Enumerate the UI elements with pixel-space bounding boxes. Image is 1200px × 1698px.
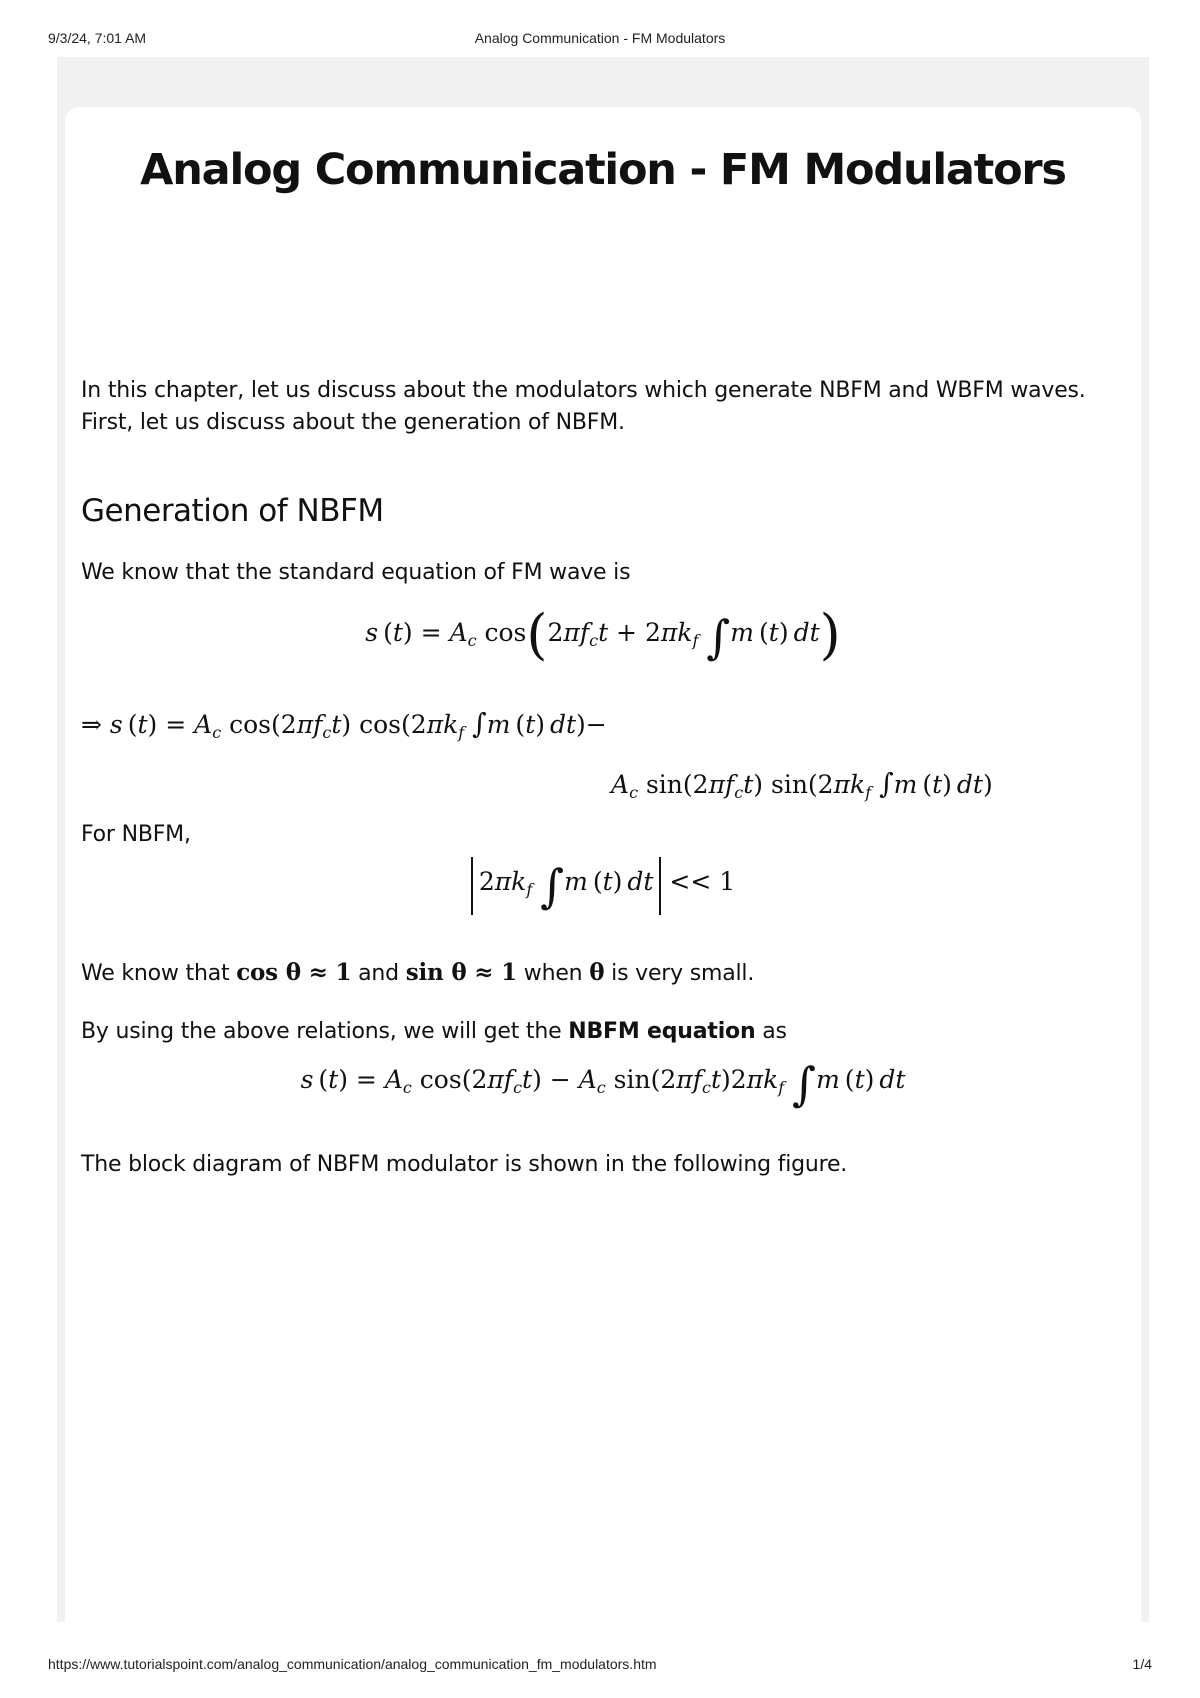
equation-expanded-line2: $A_c$ $\sin(2\pi f_ct)$ $\sin(2\pi k_f$ ∫m (t) dt) [611, 767, 993, 802]
theta-math: θ [589, 959, 605, 986]
relations-paragraph [81, 1016, 1125, 1048]
print-page-number: 1/4 [1132, 1656, 1152, 1672]
print-doc-title: Analog Communication - FM Modulators [474, 30, 726, 46]
for-nbfm-paragraph: For NBFM, [81, 822, 191, 847]
intro-paragraph: In this chapter, let us discuss about the modulators which generate NBFM and WBFM waves. First, let us discuss about the generation of NBFM. [81, 378, 1086, 435]
standard-equation-paragraph: We know that the standard equation of FM wave is [81, 560, 631, 585]
cos-approx-math: cos θ ≈ 1 [236, 959, 352, 986]
approx-text-2: is very small. [611, 961, 755, 986]
print-url: https://www.tutorialspoint.com/analog_communication/analog_communication_fm_modulators.htm [48, 1656, 657, 1672]
relations-text-2: as [762, 1019, 787, 1044]
approx-text-1: We know that [81, 961, 230, 986]
block-diagram-paragraph: The block diagram of NBFM modulator is shown in the following figure. [81, 1152, 848, 1177]
equation-expanded-line1: ⇒ s $(t) = A_c$ $\cos(2\pi f_ct)$ $\cos(2\pi k_f$ ∫m (t) dt)− [81, 707, 607, 742]
approximation-paragraph [81, 957, 1125, 990]
print-header [48, 30, 1152, 50]
article-card [65, 107, 1141, 1622]
relations-text-1: By using the above relations, we will get the [81, 1019, 562, 1044]
equation-nbfm-condition: $2\pi k_f$ ∫m (t) dt << 1 [81, 857, 1125, 915]
section-heading: Generation of NBFM [81, 493, 384, 529]
nbfm-equation-bold: NBFM equation [568, 1019, 756, 1044]
equation-nbfm: s $(t) = A_c$ $\cos(2\pi f_ct) - A_c$ $\sin(2\pi f_ct)2\pi k_f$ ∫m (t) dt [300, 1057, 906, 1111]
approx-text-when: when [523, 961, 583, 986]
equation-fm-wave: s $(t) = A_c$ $\cos(2\pi f_ct + 2\pi k_f$ ∫m (t) dt) [365, 603, 841, 666]
page-title: Analog Communication - FM Modulators [140, 145, 1066, 195]
sin-approx-math: sin θ ≈ 1 [405, 959, 517, 986]
approx-text-and: and [358, 961, 399, 986]
print-date: 9/3/24, 7:01 AM [48, 30, 147, 46]
print-footer [48, 1656, 1152, 1676]
